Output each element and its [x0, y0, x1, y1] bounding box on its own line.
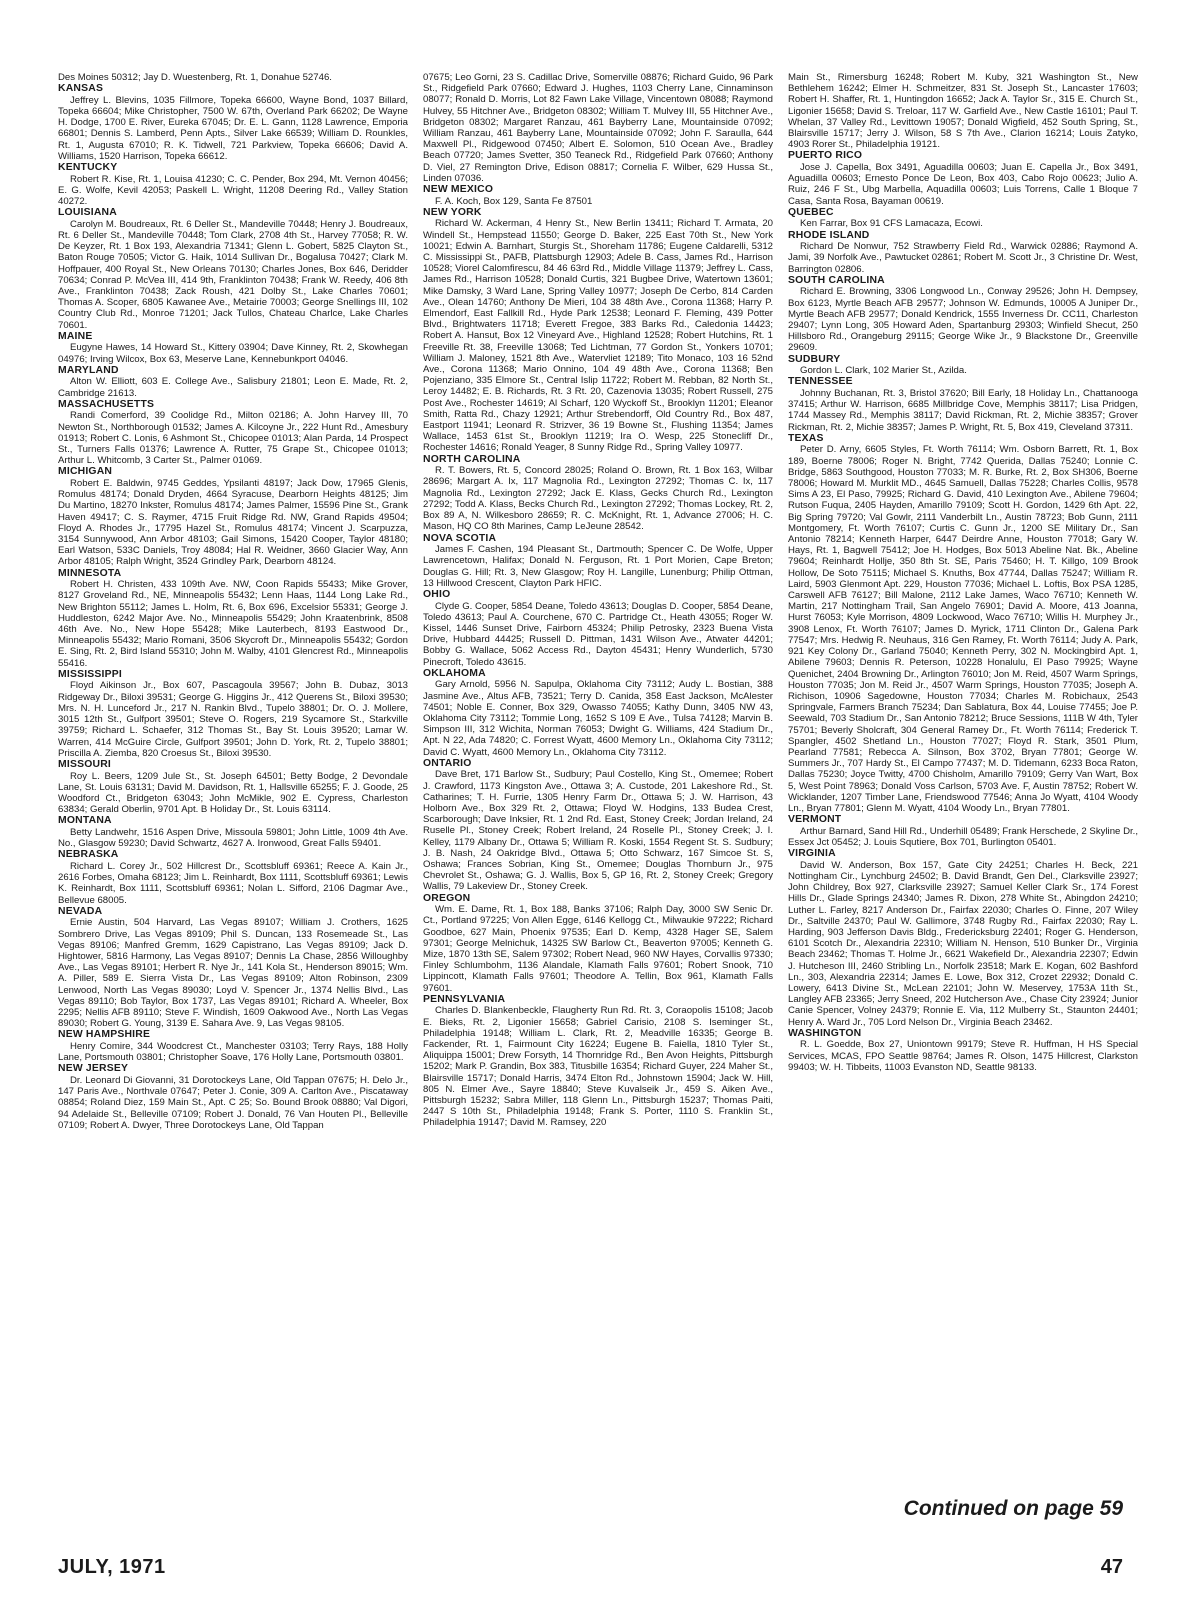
- member-entry: Dave Bret, 171 Barlow St., Sudbury; Paul Costello, King St., Omemee; Robert J. Crawford, 1173 Kingston Ave., Ottawa 3; A. Custode, 201 Lakeshore Rd., St. Catharines; T. H. Furrie, 1305 Henry Farm Dr., Ottawa 5; J. W. Harrison, 43 Holborn Ave., Box 329 Rt. 2, Ottawa; Floyd W. Hodgins, 133 Budea Crest, Scarborough; Dave Inksier, Rt. 1 2nd Rd. East, Stoney Creek; Jordan Ireland, 24 Ruselle Pl., Stoney Creek; Robert Ireland, 24 Roselle Pl., Stoney Creek; J. I. Kelley, 1179 Albany Dr., Ottawa 5; William R. Koski, 1554 Regent St. S. Sudbury; J. B. Nash, 24 Oakridge Blvd., Ottawa 5; Otto Schwarz, 167 Simcoe St. S, Oshawa; Frances Sobrian, King St., Omemee; Douglas Thornburn Jr., 975 Chevrolet St., Oshawa; G. J. Wallis, Box 5, GP 16, Rt. 2, Stoney Creek; Gregory Wallis, 79 Lakeview Dr., Stoney Creek.: [423, 769, 773, 893]
- continued-entry: Des Moines 50312; Jay D. Wuestenberg, Rt. 1, Donahue 52746.: [58, 72, 332, 83]
- state-heading: SUDBURY: [788, 353, 841, 365]
- state-heading: KANSAS: [58, 83, 104, 95]
- member-entry: Eugyne Hawes, 14 Howard St., Kittery 03904; Dave Kinney, Rt. 2, Skowhegan 04976; Irving Wilcox, Box 63, Meserve Lane, Kennebunkport 04046.: [58, 342, 408, 365]
- member-entry: David W. Anderson, Box 157, Gate City 24251; Charles H. Beck, 221 Nottingham Cir., Lynchburg 24502; B. David Brandt, Gen Del., Clarksville 23927; John Childrey, Box 927, Clarksville 23927; Samuel Keller Clark Sr., 174 Forest Hills Dr., Glade Springs 24340; James R. Dixon, 278 White St., Abingdon 24210; Luther L. Farley, 8217 Anderson Dr., Fairfax 22030; Charles O. Finne, 207 Wiley Dr., Saltville 24370; Paul W. Gallimore, 3748 Rugby Rd., Fairfax 22030; Ray L. Harding, 903 Jefferson Davis Bldg., Fredericksburg 22401; Roger G. Henderson, 6101 Scotch Dr., Alexandria 22310; William N. Henson, 510 Bunker Dr., Virginia Beach 23462; Thomas T. Holme Jr., 6621 Wakefield Dr., Alexandria 22307; Edwin J. Hutcheson III, 2460 Stribling Ln., Norfolk 23518; Mark E. Kogan, 602 Bashford Ln., 303, Alexandria 22314; James E. Lowe, Box 312, Crozet 22932; Donald C. Lowery, 6413 Divine St., McLean 22101; John W. Meservey, 1753A 11th St., Langley AFB 23365; Jerry Sneed, 202 Hutcherson Ave., Chase City 23924; Junior Canie Spencer, Volney 24379; Ronnie E. Via, 112 Mulberry St., Staunton 24401; Henry A. Ward Jr., 705 Lord Nelson Dr., Virginia Beach 23462.: [788, 859, 1138, 1028]
- member-entry: Randi Comerford, 39 Coolidge Rd., Milton 02186; A. John Harvey III, 70 Newton St., Northborough 01532; James A. Kilcoyne Jr., 222 Hunt Rd., Amesbury 01913; Robert C. Lonis, 6 Ashmont St., Chicopee 01013; Alan Parda, 14 Prospect St., Turners Falls 01376; Lawrence A. Rutter, 75 Grape St., Chicopee 01013; Arthur L. Whitcomb, 3 Carter St., Palmer 01069.: [58, 410, 408, 467]
- member-entry: Arthur Barnard, Sand Hill Rd., Underhill 05489; Frank Herschede, 2 Skyline Dr., Essex Jct 05452; J. Louis Squtiere, Box 701, Burlington 05401.: [788, 825, 1138, 848]
- state-heading: PUERTO RICO: [788, 150, 863, 162]
- state-heading: QUEBEC: [788, 206, 834, 218]
- state-heading: MICHIGAN: [58, 466, 113, 478]
- state-heading: MASSACHUSETTS: [58, 398, 155, 410]
- state-heading: NEBRASKA: [58, 849, 119, 861]
- continued-note: Continued on page 59: [903, 1497, 1123, 1520]
- state-heading: NEW HAMPSHIRE: [58, 1029, 151, 1041]
- state-heading: MISSOURI: [58, 758, 111, 770]
- state-heading: KENTUCKY: [58, 162, 118, 174]
- column-3: [788, 72, 1138, 1462]
- state-heading: TENNESSEE: [788, 376, 853, 388]
- state-heading: TEXAS: [788, 432, 824, 444]
- state-heading: MINNESOTA: [58, 567, 122, 579]
- continued-entry: Main St., Rimersburg 16248; Robert M. Kuby, 321 Washington St., New Bethlehem 16242; Elmer H. Schmeitzer, 831 St. Joseph St., Lancaster 17603; Robert H. Shaffer, Rt. 1, Huntingdon 16652; Jack A. Taylor Sr., 315 E. Church St., Ligonier 15658; David S. Treloar, 117 W. Garfield Ave., New Castle 16101; Paul T. Whelan, 37 Valley Rd., Levittown 19057; Donald Wigfield, 452 South Spring, St., Blairsville 15717; Jerry J. Wilson, 58 S 7th Ave., Clarion 16214; Louis Zatyko, 4903 Rorer St., Philadelphia 19121.: [788, 72, 1138, 151]
- member-entry: Richard W. Ackerman, 4 Henry St., New Berlin 13411; Richard T. Armata, 20 Windell St., Hempstead 11550; George D. Baker, 225 East 70th St., New York 10021; Edwin A. Barnhart, Sturgis St., Shoreham 11786; Eugene Caldarelli, 5312 C. Mississippi St., PAFB, Plattsburgh 12903; Adele B. Cass, James Rd., Harrison 10528; Viorel Calomfirescu, 84 46 63rd Rd., Middle Village 11379; Jeffrey L. Cass, James Rd., Harrison 10528; Donald Curtis, 321 Bugbee Drive, Watertown 13601; Mike Damsky, 3 Ward Lane, Spring Valley 10977; Joseph De Cerbo, 814 Carden Ave., Olean 14760; Anthony De Mieri, 104 38 48th Ave., Corona 11368; Harry P. Elmendorf, East Fallkill Rd., Hyde Park 12538; Leonard F. Fleming, 439 Potter Blvd., Brightwaters 11718; Everett Fregoe, 383 Barks Rd., Caledonia 14423; Robert A. Hansut, Box 12 Vineyard Ave., Highland 12528; Robert Hutchins, Rt. 1 Freeville Rt. 38, Freeville 13068; Ted Lichtman, 77 Gordon St., Yonkers 10701; William J. Maloney, 1521 8th Ave., Watervliet 12189; Tito Monaco, 103 16 52nd Ave., Corona 11368; Mario Onnino, 104 49 48th Ave., Corona 11368; Ben Pojenziano, 335 Elmore St., Central Islip 11722; Robert M. Rebban, 82 North St., Leroy 14482; E. B. Richards, Rt. 3 Rt. 20, Cazenovia 13035; Robert Russell, 275 Post Ave., Rochester 14619; Al Scharf, 120 Wyckoff St., Brooklyn 11201; Eleanor Smith, Ratta Rd., Chazy 12921; Arthur Strebendorff, Old Country Rd., Box 487, Eastport 11941; Leonard R. Strizver, 36 19 Bowne St., Flushing 11354; James Wallace, 1453 61st St., Brooklyn 11219; Ira O. Wesp, 225 Stonecliff Dr., Rochester 14616; Ronald Yeager, 8 Sunny Ridge Rd., Spring Valley 10977.: [423, 218, 773, 454]
- member-entry: Richard De Nonwur, 752 Strawberry Field Rd., Warwick 02886; Raymond A. Jami, 39 Norfolk Ave., Pawtucket 02861; Robert M. Scott Jr., 3 Christine Dr. West, Barrington 02806.: [788, 241, 1138, 275]
- state-heading: NEW MEXICO: [423, 184, 494, 196]
- state-heading: NORTH CAROLINA: [423, 453, 521, 465]
- member-entry: F. A. Koch, Box 129, Santa Fe 87501: [435, 195, 593, 207]
- column-2: [423, 72, 773, 1462]
- state-heading: LOUISIANA: [58, 207, 117, 219]
- issue-date: JULY, 1971: [58, 1556, 166, 1578]
- member-entry: Charles D. Blankenbeckle, Flaugherty Run Rd. Rt. 3, Coraopolis 15108; Jacob E. Bieks, Rt. 2, Ligonier 15658; Gabriel Carisio, 2108 S. Iseminger St., Philadelphia 19148; William L. Clark, Rt. 2, Meadville 16335; George B. Fackender, Rt. 1, Fairmount City 16224; Eugene B. Faiella, 1810 Tyler St., Aliquippa 15001; Drew Forsyth, 14 Thornridge Rd., Ben Avon Heights, Pittsburgh 15202; Mark P. Grandin, Box 383, Titusbille 16354; Richard Guyer, 224 Maher St., Blairsville 15717; Donald Harris, 3474 Elton Rd., Johnstown 15904; Jack W. Hill, 805 N. Elmer Ave., Sayre 18840; Steve Kuvalseik Jr., 459 S. Aiken Ave., Pittsburgh 15232; Sabra Miller, 118 Glenn Ln., Pittsburgh 15237; Thomas Paiti, 2447 S 10th St., Philadelphia 19148; Frank S. Porter, 1110 S. Franklin St., Philadelphia 19147; David M. Ramsey, 220: [423, 1005, 773, 1129]
- state-heading: PENNSYLVANIA: [423, 993, 506, 1005]
- state-heading: SOUTH CAROLINA: [788, 274, 885, 286]
- member-entry: Floyd Aikinson Jr., Box 607, Pascagoula 39567; John B. Dubaz, 3013 Ridgeway Dr., Biloxi 39531; George G. Higgins Jr., 412 Querens St., Biloxi 39530; Mrs. N. H. Lunceford Jr., 217 N. Rankin Blvd., Tupelo 38801; Dr. O. J. Mollere, 3015 12th St., Gulfport 39501; Steve O. Rogers, 219 Sycamore St., Starkville 39759; Richard L. Schaefer, 312 Thomas St., Bay St. Louis 39520; Lamar W. Warren, 414 McGuire Circle, Gulfport 39501; John D. York, Rt. 2, Tupelo 38801; Priscilla A. Ziemba, 820 Croesus St., Biloxi 39530.: [58, 680, 408, 759]
- state-heading: RHODE ISLAND: [788, 229, 870, 241]
- state-heading: VIRGINIA: [788, 848, 836, 860]
- state-heading: NEVADA: [58, 905, 103, 917]
- member-entry: James F. Cashen, 194 Pleasant St., Dartmouth; Spencer C. De Wolfe, Upper Lawrencetown, Halifax; Donald N. Ferguson, Rt. 1 Port Morien, Cape Breton; Douglas G. Hill; Rt. 3, New Glasgow; Roy H. Langille, Lunenburg; Philip Ottman, 13 Hillwood Crescent, Clayton Park HFIC.: [423, 544, 773, 589]
- state-heading: MAINE: [58, 330, 93, 342]
- listing-columns: [58, 72, 1158, 1462]
- member-entry: Ken Farrar, Box 91 CFS Lamacaza, Ecowi.: [800, 218, 983, 230]
- state-heading: WASHINGTON: [788, 1027, 862, 1039]
- state-heading: MONTANA: [58, 815, 112, 827]
- state-heading: NEW YORK: [423, 206, 482, 218]
- state-heading: OHIO: [423, 588, 451, 600]
- member-entry: Gary Arnold, 5956 N. Sapulpa, Oklahoma City 73112; Audy L. Bostian, 388 Jasmine Ave., Altus AFB, 73521; Terry D. Canida, 358 East Jackson, McAlester 74501; Noble E. Conner, Box 329, Owasso 74055; Kathy Dunn, 3405 NW 43, Oklahoma City 73112; Tommie Long, 1652 S 109 E Ave., Tulsa 74128; Marvin B. Simpson III, 312 Wichita, Norman 76053; Dwight G. Williams, 424 Stadium Dr., Apt. N 22, Ada 74820; C. Forrest Wyatt, 4600 Memory Ln., Oklahoma City 73112; David C. Wyatt, 4600 Memory Ln., Oklahoma City 73112.: [423, 679, 773, 758]
- member-entry: Ernie Austin, 504 Harvard, Las Vegas 89107; William J. Crothers, 1625 Sombrero Drive, Las Vegas 89109; Phil S. Duncan, 133 Rosemeade St., Las Vegas 89106; Manfred Gremm, 1629 Capistrano, Las Vegas 89109; Jack D. Hightower, 5816 Harmony, Las Vegas 89107; Dennis La Chase, 2856 Willoughby Ave., Las Vegas 89101; Herbert R. Nye Jr., 141 Kola St., Henderson 89015; Wm. A. Piller, 589 E. Sierra Vista Dr., Las Vegas 89109; Alton Robinson, 2309 Lenwood, North Las Vegas 89030; Loyd V. Spencer Jr., 1374 Nellis Blvd., Las Vegas 89110; Bob Taylor, Box 1737, Las Vegas 89101; Richard A. Wheeler, Box 2295; Nellis AFB 89110; Steve F. Windish, 1609 Oakwood Ave., North Las Vegas 89030; Robert G. Young, 3139 E. Sahara Ave. 9, Las Vegas 98105.: [58, 917, 408, 1030]
- member-entry: Carolyn M. Boudreaux, Rt. 6 Deller St., Mandeville 70448; Henry J. Boudreaux, Rt. 6 Deller St., Mandeville 70448; Tom Clark, 2708 4th St., Harvey 77058; R. W. De Keyzer, Rt. 1 Box 193, Alexandria 71341; Glenn L. Gobert, 5825 Clayton St., Baton Rouge 70505; Victor G. Haik, 1014 Sullivan Dr., Bogalusa 70427; Clark M. Hoffpauer, 400 Royal St., New Orleans 70130; Charles Jones, Box 646, Deridder 70634; Conrad P. McVea III, 414 9th, Franklinton 70438; Frank W. Reedy, 406 8th Ave., Franklinton 70438; Zack Roush, 421 Dolby St., Lake Charles 70601; Thomas A. Scoper, 6805 Kawanee Ave., Metairie 70003; George Snellings III, 102 Country Club Rd., Monroe 71201; Jack Tullos, Chateau Charlce, Lake Charles 70601.: [58, 218, 408, 331]
- member-entry: Henry Comire, 344 Woodcrest Ct., Manchester 03103; Terry Rays, 188 Holly Lane, Portsmouth 03801; Christopher Soave, 176 Holly Lane, Portsmouth 03801.: [58, 1040, 408, 1064]
- state-heading: MARYLAND: [58, 364, 119, 376]
- state-heading: VERMONT: [788, 814, 842, 826]
- member-entry: Wm. E. Dame, Rt. 1, Box 188, Banks 37106; Ralph Day, 3000 SW Senic Dr. Ct., Portland 97225; Von Allen Egge, 6146 Kellogg Ct., Milwaukie 97222; Richard Goodboe, 627 Main, Phoenix 97535; Earl D. Kemp, 4328 Hager SE, Salem 97301; George Melnichuk, 14325 SW Barlow Ct., Beaverton 97005; Kenneth G. Mize, 1870 13th SE, Salem 97302; Robert Nead, 960 NW Hayes, Corvallis 97330; Finley Schlumbohm, 1136 Alandale, Klamath Falls 97601; Robert Snook, 710 Lippincott, Klamath Falls 97601; Theodore A. Tellin, Box 961, Klamath Falls 97601.: [423, 904, 773, 994]
- member-entry: Alton W. Elliott, 603 E. College Ave., Salisbury 21801; Leon E. Made, Rt. 2, Cambridge 21613.: [58, 376, 408, 399]
- member-entry: Dr. Leonard Di Giovanni, 31 Dorotockeys Lane, Old Tappan 07675; H. Delo Jr., 147 Paris Ave., Northvale 07647; Peter J. Conie, 309 A. Carlton Ave., Piscataway 08854; Roland Diez, 159 Main St., Apt. C 25; So. Bound Brook 08880; Val Digori, 94 Adelaide St., Belleville 07109; Robert J. Donald, 76 Van Houten Pl., Belleville 07109; Robert A. Dwyer, Three Dorotockeys Lane, Old Tappan: [58, 1074, 408, 1131]
- member-entry: Jeffrey L. Blevins, 1035 Fillmore, Topeka 66600, Wayne Bond, 1037 Billard, Topeka 66604; Mike Christopher, 7500 W. 67th, Overland Park 66202; De Wayne H. Dodge, 1700 E. River, Eureka 67045; Dr. E. L. Gann, 1128 Lawrence, Emporia 66801; Dennis S. Lamberd, Penn Apts., Silver Lake 66539; William D. Rounkles, Rt. 1, Augusta 67010; R. K. Tidwell, 721 Parkview, Topeka 66606; David A. Williams, 1520 Harrison, Topeka 66612.: [58, 94, 408, 162]
- member-entry: Robert H. Christen, 433 109th Ave. NW, Coon Rapids 55433; Mike Grover, 8127 Groveland Rd., NE, Minneapolis 55432; Lenn Haas, 1144 Long Lake Rd., New Brighton 55112; James L. Holm, Rt. 6, Box 696, Excelsior 55331; George J. Huddleston, 6242 Major Ave. No., Minneapolis 55429; John Kraatenbrink, 8508 46th Ave. No., New Hope 55428; Mike Lauterbech, 8193 Eastwood Dr., Minneapolis 55432; Mario Romani, 3506 Skycroft Dr., Minneapolis 55432; Gordon E. Sing, Rt. 2, Bird Island 55310; John M. Walby, 4101 Glencrest Rd., Minneapolis 55416.: [58, 579, 408, 669]
- member-entry: Richard L. Corey Jr., 502 Hillcrest Dr., Scottsbluff 69361; Reece A. Kain Jr., 2616 Forbes, Omaha 68123; Jim L. Reinhardt, Box 1111, Scottsbluff 69361; Lewis K. Reinhardt, Box 1111, Scottsbluff 69361; Nolan L. Sifford, 2106 Dagmar Ave., Bellevue 68005.: [58, 860, 408, 906]
- member-entry: Johnny Buchanan, Rt. 3, Bristol 37620; Bill Early, 18 Holiday Ln., Chattanooga 37415; Arthur W. Harrison, 6685 Millbridge Cove, Memphis 38117; Lisa Pridgen, 1744 Massey Rd., Memphis 38117; David Rickman, Rt. 2, Michie 38357; Grover Rickman, Rt. 2, Michie 38357; James P. Wright, Rt. 5, Box 419, Cleveland 37311.: [788, 388, 1138, 433]
- state-heading: NEW JERSEY: [58, 1063, 129, 1075]
- member-entry: Richard E. Browning, 3306 Longwood Ln., Conway 29526; John H. Dempsey, Box 6123, Myrtle Beach AFB 29577; Johnson W. Edmunds, 10005 A Juniper Dr., Myrtle Beach AFB 29577; Donald Kendrick, 1555 Inverness Dr. CC11, Charleston 29407; Lynn Long, 305 Howard Aden, Spartanburg 29303; Winfield Shecut, 250 Hillsboro Rd., Orangeburg 29115; George Wike Jr., 9 Blackstone Dr., Greenville 29609.: [788, 286, 1138, 354]
- column-1: [58, 72, 408, 1462]
- member-entry: Betty Landwehr, 1516 Aspen Drive, Missoula 59801; John Little, 1009 4th Ave. No., Glasgow 59230; David Schwartz, 4627 A. Ironwood, Great Falls 59401.: [58, 826, 408, 850]
- member-entry: Robert E. Baldwin, 9745 Geddes, Ypsilanti 48197; Jack Dow, 17965 Glenis, Romulus 48174; Donald Dryden, 4664 Syracuse, Dearborn Heights 48125; Jim Du Martino, 18270 Inkster, Romulus 48174; James Palmer, 15596 Pine St., Grank Haven 49417; C. S. Raymer, 4715 Fruit Ridge Rd. NW, Grand Rapids 49504; Floyd A. Rhodes Jr., 17795 Hazel St., Romulus 48174; Vincent J. Scarpuzza, 3154 Sunnywood, Ann Arbor 48103; Gail Simons, 15420 Cooper, Taylor 48180; Earl Watson, 533C Daniels, Troy 48084; Hal R. Weidner, 3660 Glacier Way, Ann Arbor 48105; Ralph Wright, 3524 Grindley Park, Dearborn 48124.: [58, 478, 408, 568]
- member-entry: Jose J. Capella, Box 3491, Aguadilla 00603; Juan E. Capella Jr., Box 3491, Aguadilla 00603; Ernesto Ponce De Leon, Box 403, Cabo Rojo 00623; Julio A. Ruiz, 246 F St., Ubg Marbella, Aquadilla 00603; Luis Torrens, Calle 1 Bloque 7 Casa, Santa Rosa, Bayaman 00619.: [788, 162, 1138, 207]
- member-entry: Clyde G. Cooper, 5854 Deane, Toledo 43613; Douglas D. Cooper, 5854 Deane, Toledo 43613; Paul A. Courchene, 670 C. Partridge Ct., Heath 43055; Roger W. Kissel, 1446 Sunset Drive, Fairborn 45324; Philip Petrosky, 2323 Buena Vista Drive, Hubbard 44425; Russell D. Pittman, 1431 Wilson Ave., Atwater 44201; Bobby G. Wallace, 5062 Access Rd., Dayton 45431; Henry Wunderlich, 5730 Pinecroft, Toledo 43615.: [423, 600, 773, 668]
- member-entry: R. L. Goedde, Box 27, Uniontown 99179; Steve R. Huffman, H HS Special Services, MCAS, FPO Seattle 98764; James R. Olson, 1475 Hillcrest, Clarkston 99403; W. H. Tibbeits, 11003 Evanston ND, Seattle 98133.: [788, 1039, 1138, 1073]
- page-number: 47: [1100, 1556, 1123, 1578]
- state-heading: MISSISSIPPI: [58, 668, 122, 680]
- member-entry: Peter D. Arny, 6605 Styles, Ft. Worth 76114; Wm. Osborn Barrett, Rt. 1, Box 189, Boerne 78006; Roger N. Bright, 7742 Querida, Dallas 75240; Lonnie C. Bridge, 5863 Southgood, Houston 77033; M. R. Burke, Rt. 2, Box SH306, Boerne 78006; Howard M. Murklit MD., 4645 Samuell, Dallas 75228; Charles Collis, 9578 Sims A 23, El Paso, 79925; Richard G. David, 410 Lexington Ave., Abilene 79604; Rutson Fuqua, 2405 Hayden, Amarillo 79109; Scott H. Gordon, 1429 6th Apt. 22, Big Spring 79720; Val Gowlr, 2111 Vanderbilt Ln., Austin 78723; Bob Gunn, 2111 Montgomery, Ft. Worth 76107; Curtis C. Gunn Jr., 1200 SE Military Dr., San Antonio 78214; Kenneth Harper, 6447 Deirdre Anne, Houston 77018; Gary W. Hays, Rt. 1, Bagwell 75412; Joe H. Hodges, Box 5013 Abeline Nat. Bk., Abeline 79604; Reinhardt Hollje, 350 8th St. SE, Paris 75460; H. T. Killgo, 109 Brook Hollow, De Soto 75115; Michael S. Knuths, Box 47744, Dallas 75247; William R. Laird, 5903 Glenmont Apt. 229, Houston 77036; Michael L. Loftis, Box PSA 1285, Carswell AFB 76127; Bill Malone, 2112 Lake James, Waco 76710; Kenneth W. Martin, 217 Nottingham Trail, San Angelo 76901; David A. Moore, 413 Joanna, Hurst 76053; Kyle Morrison, 4809 Lockwood, Waco 76710; Willis H. Murphey Jr., 3908 Lenox, Ft. Worth 76107; James D. Myrick, 1711 Clinton Dr., Galena Park 77547; Mrs. Hedwig R. Neuhaus, 316 Gen Ramey, Ft. Worth 76114; Judy A. Park, 921 Key Colony Dr., Garland 75040; Kenneth Perry, 302 N. Mockingbird Apt. 1, Abilene 79603; Dennis R. Peterson, 10228 Honalulu, El Paso 79925; Wayne Quenichet, 2404 Browning Dr., Arlington 76010; Jon M. Reid, 4507 Warm Springs, Houston 77035; Jon M. Reid Jr., 4507 Warm Springs, Houston 77035; Joseph A. Richison, 10906 Sagedowne, Houston 77034; Charles M. Robichaux, 2543 Springvale, Farmers Branch 75234; Dan Sablatura, Box 44, Louise 77455; Joe P. Seewald, 703 Stadium Dr., San Antonio 78212; Bruce Sessions, 111B W 4th, Tyler 75701; Beverly Sholcraft, 304 General Ramey Dr., Ft. Worth 76114; Frederick T. Spangler, 4502 Shetland Ln., Houston 77027; Floyd R. Stark, 3501 Plum, Pearland 77581; Rebecca A. Silnson, Box 3702, Bryan 77801; George W. Summers Jr., 707 Hardy St., El Campo 77437; M. D. Tidemann, 6233 Boca Raton, Dallas 75230; Joyce Twitty, 4700 Chisholm, Amarillo 79109; Gerry Van Wart, Box 5, West Point 78963; Donald Voss Carlson, 5703 Ave. F, Austin 78752; Robert W. Wicklander, 1207 Timber Lane, Friendswood 77546; Anna Jo Wyatt, 4104 Woody Ln., Bryan 77801; Glenn M. Wyatt, 4104 Woody Ln., Bryan 77801.: [788, 444, 1138, 814]
- continued-entry: 07675; Leo Gorni, 23 S. Cadillac Drive, Somerville 08876; Richard Guido, 96 Park St., Ridgefield Park 07660; Edward J. Hughes, 1103 Cherry Lane, Cinnaminson 08077; Ronald D. Morris, Lot 82 Fawn Lake Village, Vincentown 08088; Raymond Hulvey, 55 Hitchner Ave., Bridgeton 08302; William T. Mulvey III, 55 Hitchner Ave., Bridgeton 08302; Margaret Ranzau, 461 Bayberry Lane, Mountainside 07092; William Ranzau, 461 Bayberry Lane, Mountainside 07092; John F. Saraulla, 644 Maxwell Pl., Ridgewood 07450; Albert E. Solomon, 510 Ocean Ave., Bradley Beach 07720; James Svetter, 350 Teaneck Rd., Ridgefield Park 07660; Anthony D. Viel, 27 Remington Drive, Edison 08817; Cornelia F. Wilber, 629 Hussa St., Linden 07036.: [423, 72, 773, 184]
- member-entry: R. T. Bowers, Rt. 5, Concord 28025; Roland O. Brown, Rt. 1 Box 163, Wilbar 28696; Margart A. Ix, 117 Magnolia Rd., Lexington 27292; Thomas C. Ix, 117 Magnolia Rd., Lexington 27292; Jack E. Klass, Gecks Church Rd., Lexington 27292; Todd A. Klass, Becks Church Rd., Lexington 27292; Thomas Lockey, Rt. 2, Box 89 A, N. Wilkesboro 28659; R. C. McKnight, Rt. 1, Advance 27006; H. C. Mason, HQ CO 8th Marines, Camp LeJeune 28542.: [423, 465, 773, 533]
- state-heading: ONTARIO: [423, 757, 472, 769]
- state-heading: OREGON: [423, 892, 471, 904]
- member-entry: Robert R. Kise, Rt. 1, Louisa 41230; C. C. Pender, Box 294, Mt. Vernon 40456; E. G. Wolfe, Kevil 42053; Paskell L. Wright, 11208 Deering Rd., Valley Station 40272.: [58, 173, 408, 208]
- member-entry: Roy L. Beers, 1209 Jule St., St. Joseph 64501; Betty Bodge, 2 Devondale Lane, St. Louis 63131; David M. Davidson, Rt. 1, Hallsville 65255; F. J. Goode, 25 Woodford Ct., Bridgeton 63043; John McMikle, 902 E. Cypress, Charleston 63834; Gerald Oberlin, 9701 Apt. B Holiday Dr., St. Louis 63114.: [58, 770, 408, 816]
- state-heading: NOVA SCOTIA: [423, 532, 497, 544]
- member-entry: Gordon L. Clark, 102 Marier St., Azilda.: [800, 365, 967, 377]
- state-heading: OKLAHOMA: [423, 667, 486, 679]
